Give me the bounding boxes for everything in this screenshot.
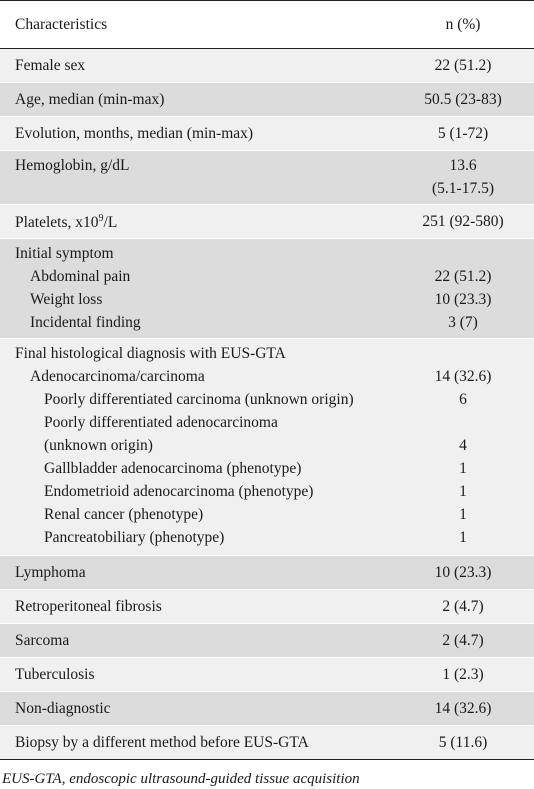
row-label: Lymphoma [15,563,86,581]
list-item-label: Poorly differentiated adenocarcinoma [44,414,278,431]
list-item-label: Incidental finding [30,314,141,331]
list-item-value: 14 (32.6) [434,368,492,385]
list-item-value: 1 [459,483,467,500]
row-label: Evolution, months, median (min-max) [15,124,254,142]
row-value: 2 (4.7) [442,631,484,649]
row-initial-symptom [0,239,534,339]
header-characteristics: Characteristics [15,15,108,33]
group-label: Final histological diagnosis with EUS-GTA [15,345,286,362]
row-label: Platelets, $x10^9/L$ [15,213,118,232]
row-label: Age, median (min-max) [15,90,165,108]
row-platelets [0,205,534,239]
list-item-value: 1 [459,506,467,523]
row-tuberculosis [0,658,534,692]
list-item-value: 4 [459,437,467,454]
row-value: 13.6 [449,157,477,174]
row-sarcoma [0,624,534,658]
row-non-diagnostic [0,692,534,726]
group-label: Initial symptom [15,245,114,262]
list-item-value: 1 [459,529,467,546]
list-item-value: 10 (23.3) [434,291,492,308]
list-item-label: Weight loss [30,291,103,308]
row-value-range: (5.1-17.5) [432,180,494,197]
row-value: 1 (2.3) [442,665,484,683]
row-value: 22 (51.2) [434,56,492,74]
row-value: 10 (23.3) [434,563,492,581]
row-label: Tuberculosis [15,665,95,683]
row-value: 14 (32.6) [434,699,492,717]
list-item-label: Adenocarcinoma/carcinoma [30,368,205,385]
row-biopsy-different-method [0,726,534,760]
row-value: 50.5 (23-83) [424,90,502,108]
list-item-value: 22 (51.2) [434,268,492,285]
list-item-label: Renal cancer (phenotype) [44,506,204,523]
list-item-label: Pancreatobiliary (phenotype) [44,529,225,546]
row-label: Female sex [15,56,86,74]
row-hemoglobin [0,151,534,205]
row-retroperitoneal-fibrosis [0,590,534,624]
row-lymphoma [0,556,534,590]
row-label: Sarcoma [15,631,70,649]
list-item-value: 1 [459,460,467,477]
row-evolution [0,117,534,151]
row-label: Hemoglobin, g/dL [15,157,130,174]
list-item-label: Poorly differentiated carcinoma (unknown origin) [44,391,354,408]
row-value: 5 (1-72) [437,124,489,142]
row-age [0,83,534,117]
row-value: 251 (92-580) [422,212,504,230]
table-footnote: EUS-GTA, endoscopic ultrasound-guided tissue acquisition [2,771,360,787]
list-item-label: Endometrioid adenocarcinoma (phenotype) [44,483,314,500]
list-item-value: 3 (7) [448,314,478,331]
row-label: Biopsy by a different method before EUS-GTA [15,733,309,751]
header-n-percent: n (%) [445,15,481,33]
list-item-value: 6 [459,391,467,408]
list-item-label: Abdominal pain [30,268,131,285]
list-item-label: Gallbladder adenocarcinoma (phenotype) [44,460,302,477]
list-item-label: (unknown origin) [44,437,153,454]
row-label: Retroperitoneal fibrosis [15,597,162,615]
table-header [0,0,534,49]
row-value: 2 (4.7) [442,597,484,615]
row-final-diagnosis [0,339,534,556]
row-label: Non-diagnostic [15,699,111,717]
row-female-sex [0,49,534,83]
row-value: 5 (11.6) [438,733,488,751]
